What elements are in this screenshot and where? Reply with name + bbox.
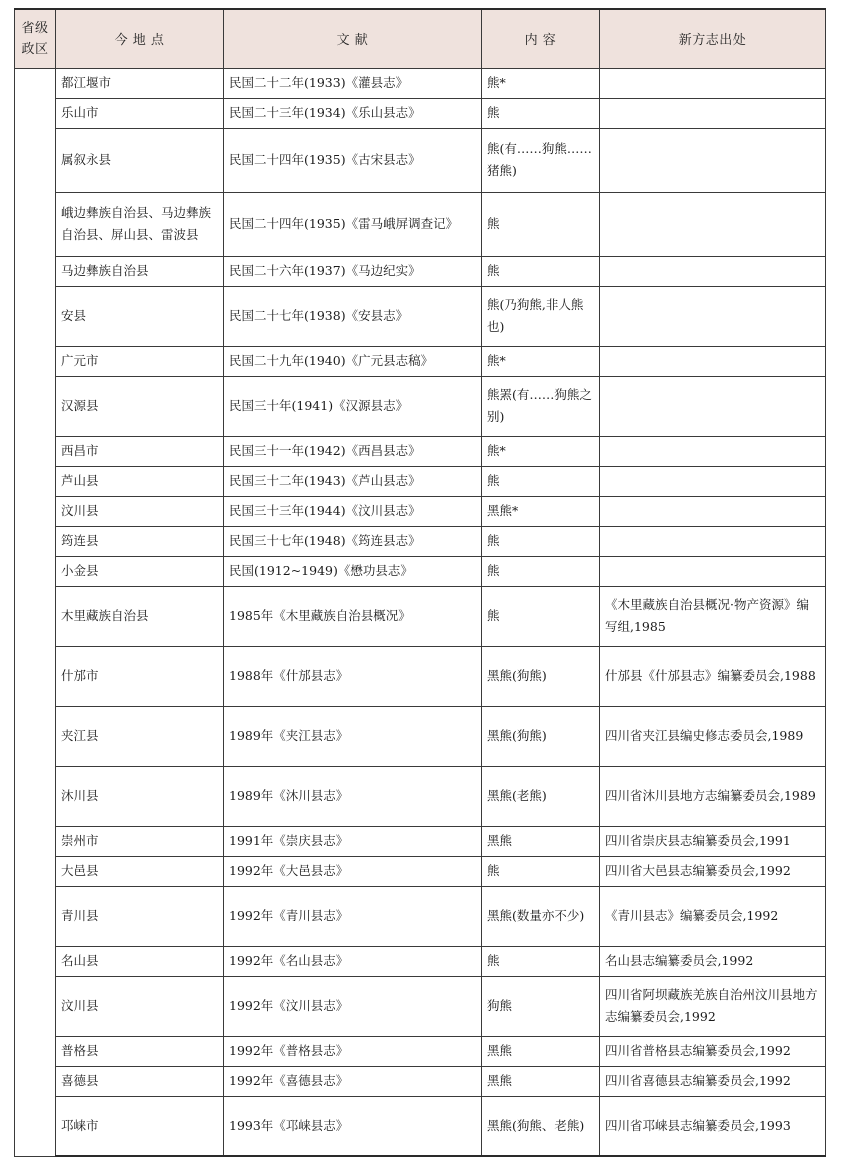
cell-source — [600, 496, 826, 526]
cell-location: 邛崃市 — [56, 1096, 224, 1156]
record-table — [14, 8, 826, 1157]
table-row — [15, 466, 826, 496]
cell-content: 黑熊 — [482, 826, 600, 856]
cell-document: 1992年《大邑县志》 — [224, 856, 482, 886]
cell-content: 黑熊(狗熊) — [482, 646, 600, 706]
header-document: 文 献 — [224, 9, 482, 68]
cell-source: 四川省邛崃县志编纂委员会,1993 — [600, 1096, 826, 1156]
table-row — [15, 526, 826, 556]
cell-location: 崇州市 — [56, 826, 224, 856]
cell-document: 民国二十三年(1934)《乐山县志》 — [224, 98, 482, 128]
cell-location: 乐山市 — [56, 98, 224, 128]
table-body — [15, 68, 826, 1156]
cell-document: 民国二十九年(1940)《广元县志稿》 — [224, 346, 482, 376]
cell-location: 汶川县 — [56, 976, 224, 1036]
cell-location: 夹江县 — [56, 706, 224, 766]
table-row — [15, 1096, 826, 1156]
cell-content: 黑熊(狗熊) — [482, 706, 600, 766]
cell-content: 熊* — [482, 346, 600, 376]
cell-content: 黑熊(老熊) — [482, 766, 600, 826]
cell-source: 四川省阿坝藏族羌族自治州汶川县地方志编纂委员会,1992 — [600, 976, 826, 1036]
cell-location: 汶川县 — [56, 496, 224, 526]
cell-content: 黑熊(数量亦不少) — [482, 886, 600, 946]
cell-document: 1985年《木里藏族自治县概况》 — [224, 586, 482, 646]
cell-document: 民国三十一年(1942)《西昌县志》 — [224, 436, 482, 466]
cell-content: 熊 — [482, 946, 600, 976]
cell-source — [600, 556, 826, 586]
table-row — [15, 946, 826, 976]
cell-location: 属叙永县 — [56, 128, 224, 192]
cell-content: 熊 — [482, 466, 600, 496]
table-row — [15, 586, 826, 646]
cell-document: 民国三十七年(1948)《筠连县志》 — [224, 526, 482, 556]
table-row — [15, 192, 826, 256]
cell-location: 木里藏族自治县 — [56, 586, 224, 646]
cell-source: 四川省普格县志编纂委员会,1992 — [600, 1036, 826, 1066]
table-row — [15, 1066, 826, 1096]
cell-content: 黑熊* — [482, 496, 600, 526]
cell-source — [600, 286, 826, 346]
cell-content: 熊罴(有……狗熊之别) — [482, 376, 600, 436]
cell-document: 民国二十七年(1938)《安县志》 — [224, 286, 482, 346]
cell-location: 马边彝族自治县 — [56, 256, 224, 286]
header-source: 新方志出处 — [600, 9, 826, 68]
cell-document: 民国三十二年(1943)《芦山县志》 — [224, 466, 482, 496]
cell-source: 名山县志编纂委员会,1992 — [600, 946, 826, 976]
cell-source — [600, 346, 826, 376]
cell-document: 民国三十三年(1944)《汶川县志》 — [224, 496, 482, 526]
cell-document: 民国二十四年(1935)《雷马峨屏调查记》 — [224, 192, 482, 256]
cell-content: 熊* — [482, 68, 600, 98]
cell-content: 熊* — [482, 436, 600, 466]
cell-document: 民国二十四年(1935)《古宋县志》 — [224, 128, 482, 192]
cell-document: 民国二十二年(1933)《灌县志》 — [224, 68, 482, 98]
table-row — [15, 286, 826, 346]
cell-source — [600, 192, 826, 256]
table-row — [15, 346, 826, 376]
cell-source — [600, 98, 826, 128]
cell-content: 熊 — [482, 586, 600, 646]
cell-location: 小金县 — [56, 556, 224, 586]
cell-content: 熊 — [482, 556, 600, 586]
cell-document: 民国二十六年(1937)《马边纪实》 — [224, 256, 482, 286]
cell-location: 都江堰市 — [56, 68, 224, 98]
cell-source: 四川省夹江县编史修志委员会,1989 — [600, 706, 826, 766]
cell-source — [600, 128, 826, 192]
cell-source: 四川省大邑县志编纂委员会,1992 — [600, 856, 826, 886]
header-row — [15, 9, 826, 68]
cell-content: 熊 — [482, 256, 600, 286]
table-row — [15, 886, 826, 946]
cell-location: 广元市 — [56, 346, 224, 376]
table-row — [15, 976, 826, 1036]
table-row — [15, 436, 826, 466]
cell-location: 汉源县 — [56, 376, 224, 436]
cell-content: 熊 — [482, 526, 600, 556]
cell-location: 青川县 — [56, 886, 224, 946]
cell-location: 什邡市 — [56, 646, 224, 706]
cell-location: 安县 — [56, 286, 224, 346]
table-row — [15, 826, 826, 856]
table-row — [15, 128, 826, 192]
cell-content: 熊 — [482, 98, 600, 128]
cell-location: 筠连县 — [56, 526, 224, 556]
header-content: 内 容 — [482, 9, 600, 68]
table-row — [15, 766, 826, 826]
cell-content: 黑熊 — [482, 1066, 600, 1096]
cell-source — [600, 256, 826, 286]
cell-location: 普格县 — [56, 1036, 224, 1066]
cell-location: 芦山县 — [56, 466, 224, 496]
cell-source: 四川省沐川县地方志编纂委员会,1989 — [600, 766, 826, 826]
table-row — [15, 1036, 826, 1066]
cell-content: 熊 — [482, 856, 600, 886]
cell-document: 1989年《夹江县志》 — [224, 706, 482, 766]
cell-document: 1992年《汶川县志》 — [224, 976, 482, 1036]
cell-document: 1992年《名山县志》 — [224, 946, 482, 976]
cell-document: 1992年《喜德县志》 — [224, 1066, 482, 1096]
cell-source — [600, 436, 826, 466]
cell-source: 四川省崇庆县志编纂委员会,1991 — [600, 826, 826, 856]
cell-source — [600, 466, 826, 496]
province-cell — [15, 68, 56, 1156]
cell-source: 《青川县志》编纂委员会,1992 — [600, 886, 826, 946]
cell-document: 1993年《邛崃县志》 — [224, 1096, 482, 1156]
table-row — [15, 706, 826, 766]
cell-location: 沐川县 — [56, 766, 224, 826]
header-location: 今 地 点 — [56, 9, 224, 68]
table-row — [15, 98, 826, 128]
cell-source: 四川省喜德县志编纂委员会,1992 — [600, 1066, 826, 1096]
cell-content: 熊(乃狗熊,非人熊也) — [482, 286, 600, 346]
cell-location: 喜德县 — [56, 1066, 224, 1096]
cell-document: 民国三十年(1941)《汉源县志》 — [224, 376, 482, 436]
cell-document: 1989年《沐川县志》 — [224, 766, 482, 826]
cell-location: 名山县 — [56, 946, 224, 976]
cell-document: 1992年《青川县志》 — [224, 886, 482, 946]
cell-source — [600, 376, 826, 436]
table-row — [15, 556, 826, 586]
table-row — [15, 496, 826, 526]
table-row — [15, 376, 826, 436]
cell-content: 黑熊(狗熊、老熊) — [482, 1096, 600, 1156]
cell-location: 大邑县 — [56, 856, 224, 886]
cell-document: 1992年《普格县志》 — [224, 1036, 482, 1066]
cell-source — [600, 68, 826, 98]
cell-document: 1991年《崇庆县志》 — [224, 826, 482, 856]
cell-content: 熊 — [482, 192, 600, 256]
cell-content: 狗熊 — [482, 976, 600, 1036]
table-row — [15, 646, 826, 706]
cell-content: 熊(有……狗熊……猪熊) — [482, 128, 600, 192]
cell-document: 民国(1912~1949)《懋功县志》 — [224, 556, 482, 586]
cell-document: 1988年《什邡县志》 — [224, 646, 482, 706]
cell-source: 什邡县《什邡县志》编纂委员会,1988 — [600, 646, 826, 706]
cell-location: 峨边彝族自治县、马边彝族自治县、屏山县、雷波县 — [56, 192, 224, 256]
cell-content: 黑熊 — [482, 1036, 600, 1066]
cell-source: 《木里藏族自治县概况·物产资源》编写组,1985 — [600, 586, 826, 646]
cell-source — [600, 526, 826, 556]
cell-location: 西昌市 — [56, 436, 224, 466]
table-row — [15, 256, 826, 286]
header-province: 省级政区 — [15, 9, 56, 68]
table-row — [15, 68, 826, 98]
table-row — [15, 856, 826, 886]
